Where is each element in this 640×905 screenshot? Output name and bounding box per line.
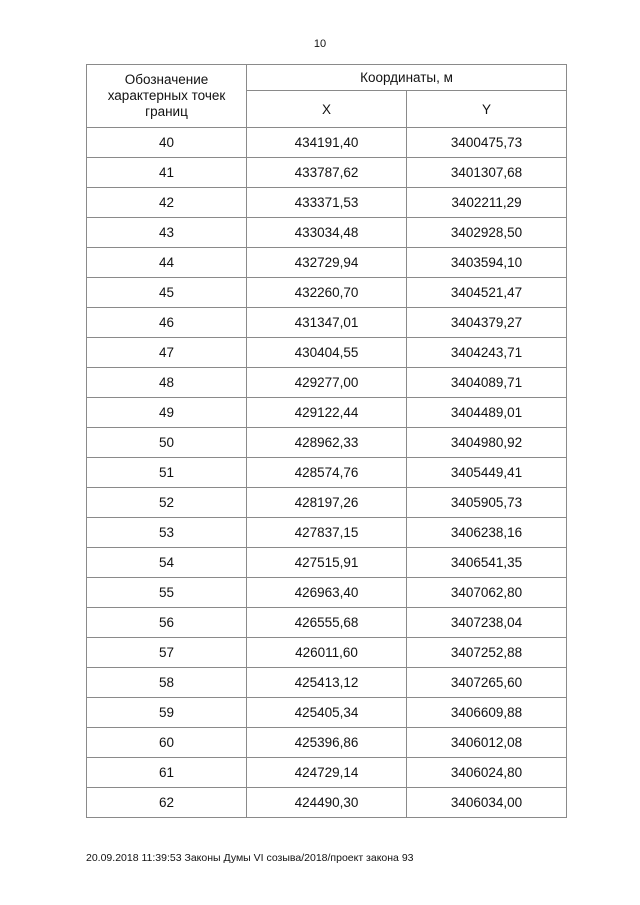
table-row	[87, 728, 567, 758]
point-cell: 55	[87, 578, 247, 608]
x-coordinate-cell: 425396,86	[247, 728, 407, 758]
x-coordinate-cell: 433787,62	[247, 158, 407, 188]
x-coordinate-cell: 431347,01	[247, 308, 407, 338]
point-cell: 45	[87, 278, 247, 308]
table-row	[87, 398, 567, 428]
x-coordinate-cell: 424729,14	[247, 758, 407, 788]
y-coordinate-cell: 3403594,10	[407, 248, 567, 278]
y-coordinate-cell: 3404379,27	[407, 308, 567, 338]
table-row	[87, 758, 567, 788]
point-cell: 49	[87, 398, 247, 428]
point-cell: 56	[87, 608, 247, 638]
y-coordinate-cell: 3404243,71	[407, 338, 567, 368]
point-cell: 46	[87, 308, 247, 338]
y-coordinate-cell: 3406024,80	[407, 758, 567, 788]
point-cell: 48	[87, 368, 247, 398]
y-coordinate-cell: 3402928,50	[407, 218, 567, 248]
point-cell: 53	[87, 518, 247, 548]
point-cell: 58	[87, 668, 247, 698]
table-row	[87, 188, 567, 218]
x-coordinate-cell: 434191,40	[247, 128, 407, 158]
x-coordinate-cell: 426011,60	[247, 638, 407, 668]
y-coordinate-cell: 3407252,88	[407, 638, 567, 668]
table-row	[87, 698, 567, 728]
table-row	[87, 488, 567, 518]
table-row	[87, 128, 567, 158]
y-coordinate-cell: 3404089,71	[407, 368, 567, 398]
table-row	[87, 278, 567, 308]
y-coordinate-cell: 3406012,08	[407, 728, 567, 758]
point-cell: 54	[87, 548, 247, 578]
point-cell: 52	[87, 488, 247, 518]
x-coordinate-cell: 427837,15	[247, 518, 407, 548]
y-coordinate-cell: 3405905,73	[407, 488, 567, 518]
x-coordinate-cell: 429122,44	[247, 398, 407, 428]
y-coordinate-cell: 3406034,00	[407, 788, 567, 818]
table-row	[87, 158, 567, 188]
point-cell: 62	[87, 788, 247, 818]
point-cell: 60	[87, 728, 247, 758]
table-row	[87, 308, 567, 338]
y-coordinate-cell: 3404980,92	[407, 428, 567, 458]
x-coordinate-cell: 425413,12	[247, 668, 407, 698]
x-coordinate-cell: 430404,55	[247, 338, 407, 368]
y-coordinate-cell: 3402211,29	[407, 188, 567, 218]
x-coordinate-cell: 428574,76	[247, 458, 407, 488]
point-cell: 59	[87, 698, 247, 728]
footer-stamp: 20.09.2018 11:39:53 Законы Думы VI созыва/2018/проект закона 93	[86, 852, 414, 864]
y-coordinate-cell: 3406541,35	[407, 548, 567, 578]
point-cell: 61	[87, 758, 247, 788]
table-row	[87, 518, 567, 548]
x-coordinate-cell: 428197,26	[247, 488, 407, 518]
y-coordinate-cell: 3400475,73	[407, 128, 567, 158]
x-coordinate-cell: 427515,91	[247, 548, 407, 578]
table-row	[87, 638, 567, 668]
y-coordinate-cell: 3406609,88	[407, 698, 567, 728]
y-coordinate-cell: 3405449,41	[407, 458, 567, 488]
x-coordinate-cell: 432260,70	[247, 278, 407, 308]
page-number: 10	[313, 38, 327, 50]
point-cell: 42	[87, 188, 247, 218]
x-coordinate-cell: 432729,94	[247, 248, 407, 278]
point-cell: 44	[87, 248, 247, 278]
point-designation-header: Обозначение характерных точек границ	[87, 65, 247, 128]
x-coordinate-cell: 426555,68	[247, 608, 407, 638]
table-row	[87, 668, 567, 698]
x-coordinate-cell: 426963,40	[247, 578, 407, 608]
x-column-header: X	[247, 91, 407, 128]
coordinates-table-body	[87, 128, 567, 818]
y-coordinate-cell: 3407062,80	[407, 578, 567, 608]
point-cell: 43	[87, 218, 247, 248]
point-cell: 47	[87, 338, 247, 368]
y-coordinate-cell: 3407265,60	[407, 668, 567, 698]
y-coordinate-cell: 3407238,04	[407, 608, 567, 638]
table-row	[87, 458, 567, 488]
y-coordinate-cell: 3401307,68	[407, 158, 567, 188]
point-cell: 41	[87, 158, 247, 188]
point-cell: 40	[87, 128, 247, 158]
x-coordinate-cell: 424490,30	[247, 788, 407, 818]
point-cell: 57	[87, 638, 247, 668]
y-coordinate-cell: 3404489,01	[407, 398, 567, 428]
x-coordinate-cell: 428962,33	[247, 428, 407, 458]
table-row	[87, 218, 567, 248]
table-row	[87, 788, 567, 818]
table-row	[87, 578, 567, 608]
x-coordinate-cell: 433034,48	[247, 218, 407, 248]
y-column-header: Y	[407, 91, 567, 128]
coordinates-header: Координаты, м	[247, 65, 567, 91]
table-row	[87, 368, 567, 398]
x-coordinate-cell: 425405,34	[247, 698, 407, 728]
coordinates-table	[86, 64, 567, 818]
y-coordinate-cell: 3406238,16	[407, 518, 567, 548]
table-row	[87, 548, 567, 578]
table-row	[87, 428, 567, 458]
table-row	[87, 608, 567, 638]
point-cell: 50	[87, 428, 247, 458]
table-row	[87, 248, 567, 278]
y-coordinate-cell: 3404521,47	[407, 278, 567, 308]
x-coordinate-cell: 429277,00	[247, 368, 407, 398]
table-row	[87, 338, 567, 368]
point-cell: 51	[87, 458, 247, 488]
x-coordinate-cell: 433371,53	[247, 188, 407, 218]
